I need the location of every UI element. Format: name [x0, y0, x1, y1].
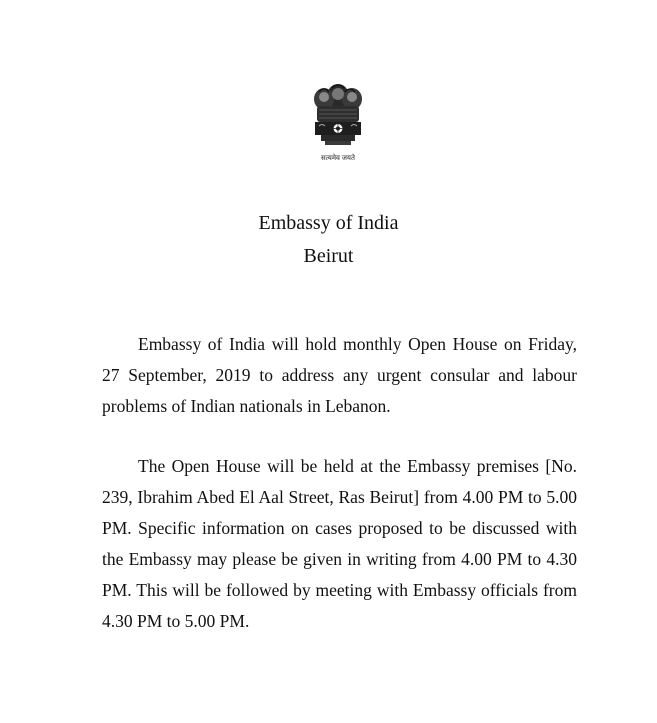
emblem-motto: सत्यमेव जयते	[321, 154, 355, 162]
notice-paragraph-1: Embassy of India will hold monthly Open House on Friday, 27 September, 2019 to address any urgent consular and labour problems of Indian nationals in Lebanon.	[102, 334, 577, 416]
city-name: Beirut	[303, 245, 354, 267]
organization-name: Embassy of India	[258, 212, 399, 234]
notice-paragraph-2: The Open House will be held at the Embassy premises [No. 239, Ibrahim Abed El Aal Street, Ras Beirut] from 4.00 PM to 5.00 PM. Specific information on cases proposed to be discussed with the Embassy may please be given in writing from 4.00 PM to 4.30 PM. This will be followed by meeting with Embassy officials from 4.30 PM to 5.00 PM.	[102, 456, 577, 631]
